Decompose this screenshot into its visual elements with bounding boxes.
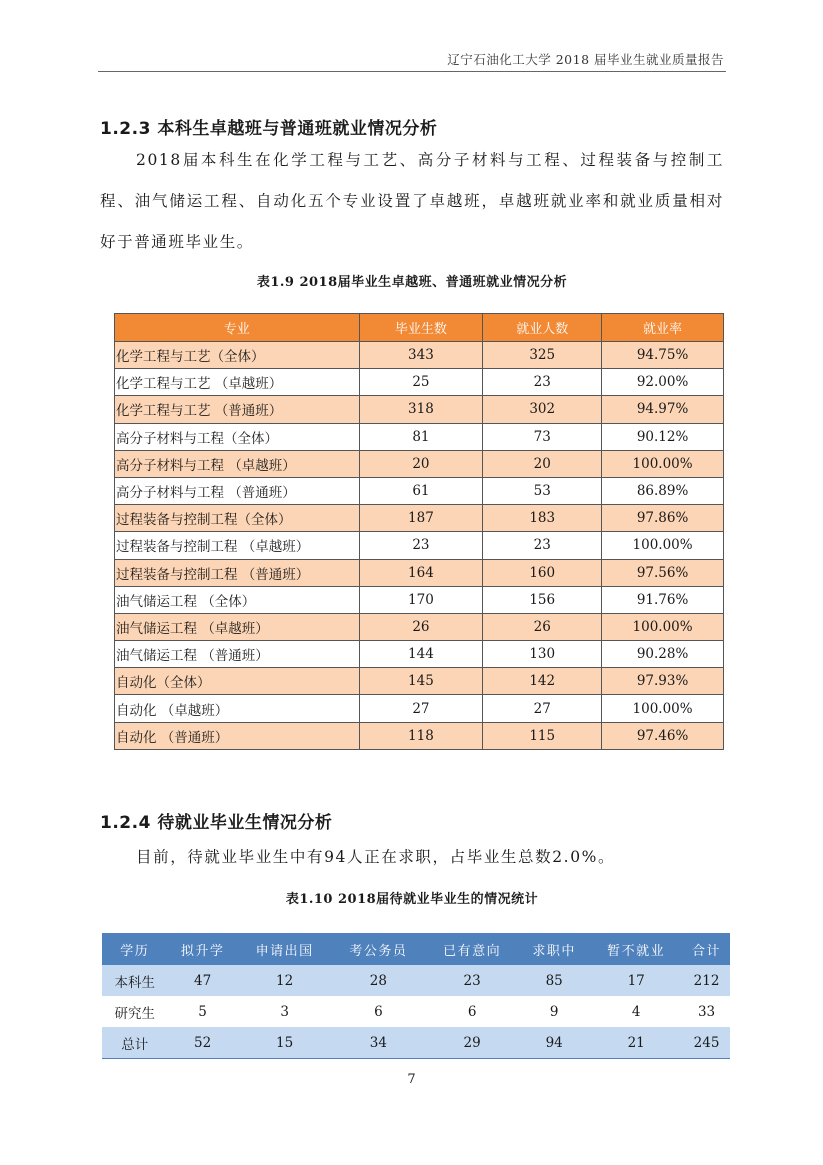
value-cell: 47 (167, 965, 237, 996)
value-cell: 20 (359, 450, 483, 477)
section-paragraph-1-2-3 (100, 140, 724, 263)
value-cell: 25 (359, 369, 483, 396)
value-cell: 27 (483, 695, 602, 722)
value-cell: 23 (425, 965, 519, 996)
value-cell: 12 (238, 965, 332, 996)
value-cell: 118 (359, 722, 483, 749)
value-cell: 52 (167, 1027, 237, 1059)
value-cell: 81 (359, 423, 483, 450)
value-cell: 33 (683, 996, 730, 1027)
column-header: 暂不就业 (589, 933, 683, 965)
value-cell: 115 (483, 722, 602, 749)
value-cell: 183 (483, 505, 602, 532)
degree-cell: 总计 (102, 1027, 167, 1059)
pending-employment-table (102, 933, 730, 1059)
value-cell: 23 (483, 369, 602, 396)
value-cell: 34 (332, 1027, 426, 1059)
table-row (115, 613, 724, 640)
value-cell: 26 (483, 613, 602, 640)
value-cell: 4 (589, 996, 683, 1027)
paragraph-text: 目前，待就业毕业生中有94人正在求职，占毕业生总数2.0%。 (136, 848, 616, 866)
value-cell: 5 (167, 996, 237, 1027)
column-header: 就业率 (602, 314, 724, 342)
table-row (102, 965, 730, 996)
value-cell: 170 (359, 586, 483, 613)
value-cell: 325 (483, 342, 602, 369)
table-row (115, 586, 724, 613)
value-cell: 164 (359, 559, 483, 586)
value-cell: 61 (359, 477, 483, 504)
value-cell: 26 (359, 613, 483, 640)
value-cell: 73 (483, 423, 602, 450)
major-cell: 油气储运工程 （全体） (115, 586, 360, 613)
value-cell: 145 (359, 668, 483, 695)
major-cell: 自动化 （卓越班） (115, 695, 360, 722)
value-cell: 142 (483, 668, 602, 695)
value-cell: 100.00% (602, 532, 724, 559)
column-header: 学历 (102, 933, 167, 965)
value-cell: 86.89% (602, 477, 724, 504)
section-title-1-2-3: 1.2.3 本科生卓越班与普通班就业情况分析 (100, 119, 438, 139)
value-cell: 29 (425, 1027, 519, 1059)
value-cell: 21 (589, 1027, 683, 1059)
column-header: 已有意向 (425, 933, 519, 965)
paragraph-text: 2018届本科生在化学工程与工艺、高分子材料与工程、过程装备与控制工程、油气储运工程、自动化五个专业设置了卓越班，卓越班就业率和就业质量相对好于普通班毕业生。 (100, 151, 724, 251)
table-row (115, 423, 724, 450)
value-cell: 212 (683, 965, 730, 996)
table-caption-1-10: 表1.10 2018届待就业毕业生的情况统计 (285, 892, 539, 907)
value-cell: 28 (332, 965, 426, 996)
value-cell: 6 (425, 996, 519, 1027)
value-cell: 23 (483, 532, 602, 559)
column-header: 就业人数 (483, 314, 602, 342)
column-header: 求职中 (519, 933, 589, 965)
column-header: 考公务员 (332, 933, 426, 965)
column-header: 合计 (683, 933, 730, 965)
major-cell: 油气储运工程 （普通班） (115, 641, 360, 668)
value-cell: 3 (238, 996, 332, 1027)
major-cell: 油气储运工程 （卓越班） (115, 613, 360, 640)
column-header: 申请出国 (238, 933, 332, 965)
value-cell: 27 (359, 695, 483, 722)
value-cell: 20 (483, 450, 602, 477)
value-cell: 90.28% (602, 641, 724, 668)
table-header-row (102, 933, 730, 965)
section-paragraph-1-2-4 (100, 837, 724, 878)
table-row (102, 996, 730, 1027)
value-cell: 160 (483, 559, 602, 586)
page-number: 7 (407, 1072, 416, 1087)
major-cell: 高分子材料与工程 （卓越班） (115, 450, 360, 477)
table-row (115, 532, 724, 559)
value-cell: 94.97% (602, 396, 724, 423)
table-row (102, 1027, 730, 1059)
value-cell: 15 (238, 1027, 332, 1059)
value-cell: 100.00% (602, 450, 724, 477)
value-cell: 100.00% (602, 613, 724, 640)
value-cell: 130 (483, 641, 602, 668)
major-cell: 化学工程与工艺 （卓越班） (115, 369, 360, 396)
value-cell: 53 (483, 477, 602, 504)
value-cell: 90.12% (602, 423, 724, 450)
value-cell: 94 (519, 1027, 589, 1059)
major-cell: 高分子材料与工程 （普通班） (115, 477, 360, 504)
page-header: 辽宁石油化工大学 2018 届毕业生就业质量报告 (447, 52, 724, 67)
value-cell: 92.00% (602, 369, 724, 396)
major-cell: 过程装备与控制工程 （卓越班） (115, 532, 360, 559)
value-cell: 9 (519, 996, 589, 1027)
table-row (115, 695, 724, 722)
value-cell: 6 (332, 996, 426, 1027)
employment-rate-table (114, 313, 724, 750)
degree-cell: 研究生 (102, 996, 167, 1027)
table-row (115, 369, 724, 396)
value-cell: 318 (359, 396, 483, 423)
value-cell: 245 (683, 1027, 730, 1059)
value-cell: 97.46% (602, 722, 724, 749)
value-cell: 17 (589, 965, 683, 996)
value-cell: 343 (359, 342, 483, 369)
table-row (115, 722, 724, 749)
value-cell: 144 (359, 641, 483, 668)
table-header-row (115, 314, 724, 342)
value-cell: 97.86% (602, 505, 724, 532)
degree-cell: 本科生 (102, 965, 167, 996)
header-divider (98, 71, 726, 72)
table-caption-1-9: 表1.9 2018届毕业生卓越班、普通班就业情况分析 (256, 275, 568, 290)
value-cell: 302 (483, 396, 602, 423)
column-header: 毕业生数 (359, 314, 483, 342)
major-cell: 过程装备与控制工程 （普通班） (115, 559, 360, 586)
column-header: 专业 (115, 314, 360, 342)
table-row (115, 477, 724, 504)
table-row (115, 450, 724, 477)
major-cell: 化学工程与工艺（全体） (115, 342, 360, 369)
value-cell: 156 (483, 586, 602, 613)
value-cell: 23 (359, 532, 483, 559)
table-row (115, 342, 724, 369)
value-cell: 85 (519, 965, 589, 996)
major-cell: 过程装备与控制工程（全体） (115, 505, 360, 532)
table-row (115, 559, 724, 586)
value-cell: 94.75% (602, 342, 724, 369)
value-cell: 97.93% (602, 668, 724, 695)
table-row (115, 641, 724, 668)
major-cell: 高分子材料与工程（全体） (115, 423, 360, 450)
value-cell: 100.00% (602, 695, 724, 722)
major-cell: 自动化 （普通班） (115, 722, 360, 749)
value-cell: 187 (359, 505, 483, 532)
table-row (115, 396, 724, 423)
major-cell: 化学工程与工艺 （普通班） (115, 396, 360, 423)
table-row (115, 668, 724, 695)
value-cell: 97.56% (602, 559, 724, 586)
section-title-1-2-4: 1.2.4 待就业毕业生情况分析 (100, 813, 333, 833)
major-cell: 自动化（全体） (115, 668, 360, 695)
column-header: 拟升学 (167, 933, 237, 965)
table-row (115, 505, 724, 532)
value-cell: 91.76% (602, 586, 724, 613)
